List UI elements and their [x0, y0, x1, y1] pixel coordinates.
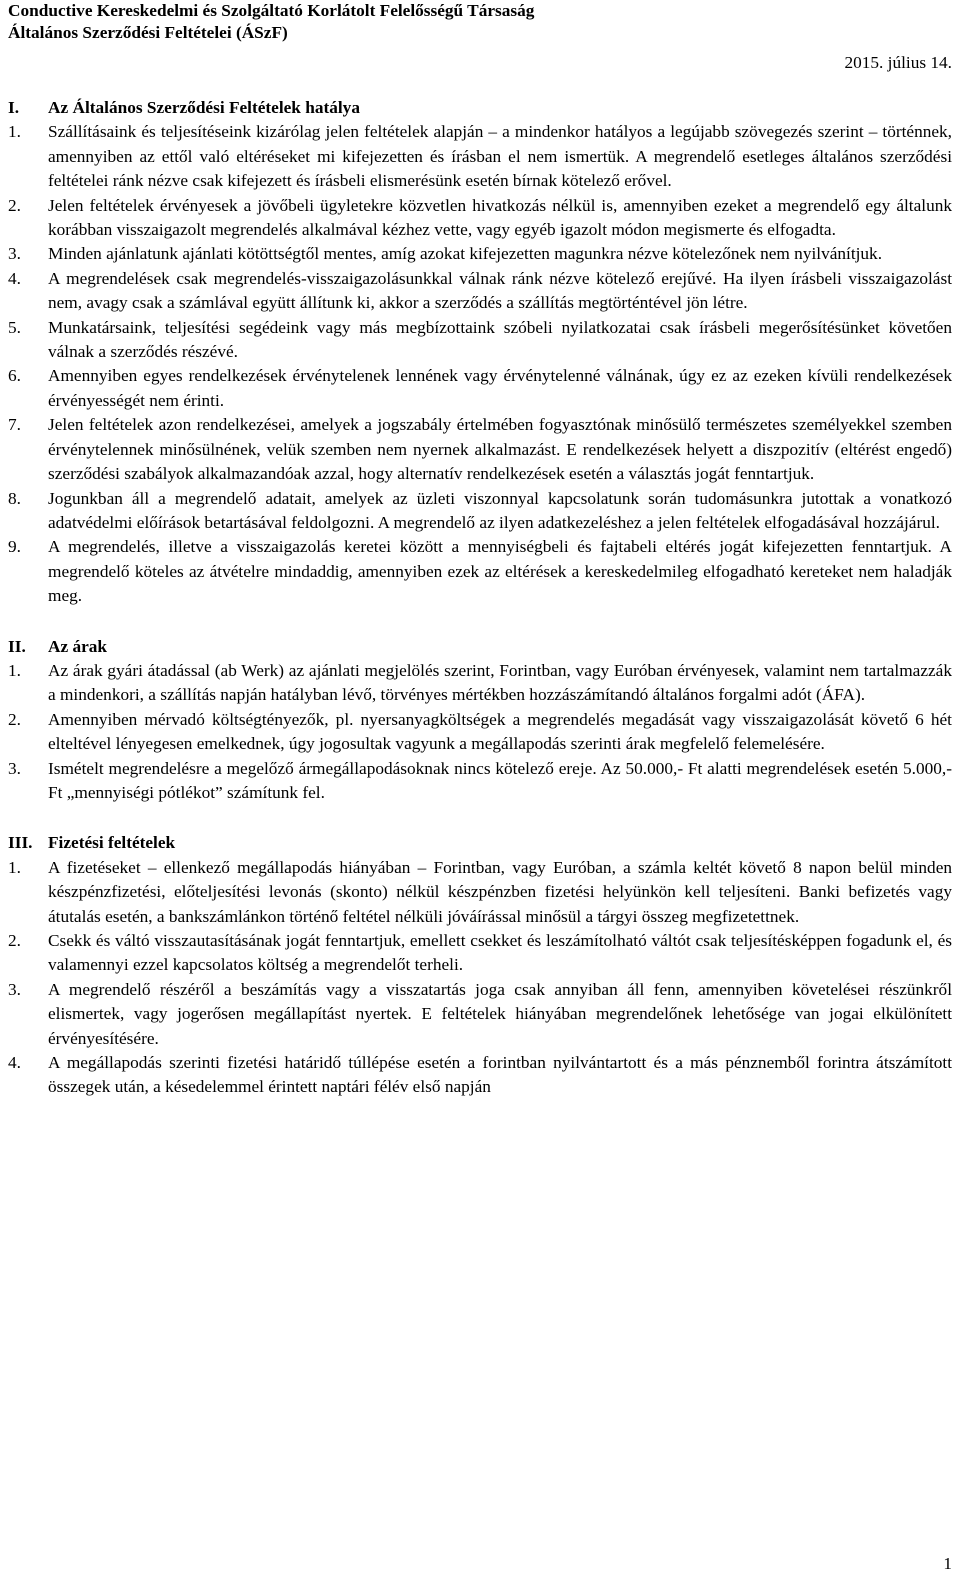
clause-text: Csekk és váltó visszautasításának jogát fenntartjuk, emellett csekket és leszámítolható váltót csak teljesítésképpen fogadunk el, és valamennyi ezzel kapcsolatos költség a megrendelőt terheli.	[48, 931, 952, 975]
clause-text: Amennyiben mérvadó költségtényezők, pl. nyersanyagköltségek a megrendelés megadását vagy visszaigazolását követő 6 hét elteltével lényegesen emelkednek, úgy jogosultak vagyunk a megállapodás szerinti árak megfelelő felemelésére.	[48, 709, 952, 754]
clause-list	[8, 120, 952, 608]
document-title: Általános Szerződési Feltételei (ÁSzF)	[8, 23, 288, 42]
clause-text: Az árak gyári átadással (ab Werk) az ajánlati megjelölés szerint, Forintban, vagy Euróban érvényesek, valamint nem tartalmazzák a mindenkori, a szállítás napján hatályban lévő, törvényes mértékben hozzászámítandó általános forgalmi adót (ÁFA).	[48, 660, 952, 705]
clause-list	[8, 659, 952, 805]
clause-number: 3.	[8, 758, 21, 778]
clause-text: A megállapodás szerinti fizetési határidő túllépése esetén a forintban nyilvántartott és a más pénznemből forintra átszámított összegek után, a késedelemmel érintett naptári félév első napján	[48, 1053, 952, 1097]
clause	[8, 1051, 952, 1100]
clause-number: 1.	[8, 660, 21, 680]
clause-text: A megrendelő részéről a beszámítás vagy a visszatartás joga csak annyiban áll fenn, amennyiben követelései részünkről elismertek, vagy jogerősen megállapítást nyertek. E feltételek hiányában megrendelőnek lehetősége van jogai elkülönített érvényesítésére.	[48, 979, 952, 1048]
clause-text: Szállításaink és teljesítéseink kizárólag jelen feltételek alapján – a mindenkor hatályos a legújabb szövegezés szerint – történnek, amennyiben az ettől való eltéréseket mi kifejezetten és írásban el nem ismertük. A megrendelő esetleges általános szerződési feltételei ránk nézve csak kifejezett és írásbeli elismerésünk esetén bírnak kötelező erővel.	[48, 122, 952, 191]
section-number: II.	[8, 636, 26, 656]
clause-text: Ismételt megrendelésre a megelőző ármegállapodásoknak nincs kötelező ereje. Az 50.000,- Ft alatti megrendelések esetén 5.000,- Ft „mennyiségi pótlékot” számítunk fel.	[48, 758, 952, 802]
document-header	[8, 0, 952, 74]
clause-list	[8, 856, 952, 1100]
section-title: Fizetési feltételek	[48, 833, 176, 853]
clause	[8, 757, 952, 806]
clause-text: A fizetéseket – ellenkező megállapodás hiányában – Forintban, vagy Euróban, a számla keltét követő 8 napon belül minden készpénzfizetési, előteljesítési levonás (skonto) nélkül készpénzben fizetési helyünkön kell teljesíteni. Banki befizetés vagy átutalás esetén, a bankszámlánkon történő feltétel nélküli jóváírással minősül a tárgyi összeg megfizetettnek.	[48, 857, 952, 926]
clause	[8, 659, 952, 708]
clause	[8, 535, 952, 608]
section-number: III.	[8, 833, 33, 853]
clause	[8, 708, 952, 757]
section-heading	[8, 96, 952, 120]
clause-text: Jelen feltételek érvényesek a jövőbeli ügyletekre közvetlen hivatkozás nélkül is, amennyiben ezeket a megrendelő egy általunk korábban visszaigazolt megrendelés alkalmával kézhez vette, vagy egyéb igazolt módon megismerte és elfogadta.	[48, 195, 952, 240]
clause-number: 4.	[8, 268, 21, 288]
clause	[8, 487, 952, 536]
section-title: Az Általános Szerződési Feltételek hatálya	[48, 98, 360, 117]
clause-text: Jogunkban áll a megrendelő adatait, amelyek az üzleti viszonnyal kapcsolatunk során tudomásunkra jutottak a vonatkozó adatvédelmi előírások betartásával feldolgozni. A megrendelő az ilyen adatkezeléshez a jelen feltételek elfogadásával hozzájárul.	[48, 488, 952, 532]
section	[8, 635, 952, 806]
section-heading	[8, 635, 952, 659]
clause	[8, 929, 952, 978]
clause	[8, 267, 952, 316]
clause-text: Minden ajánlatunk ajánlati kötöttségtől mentes, amíg azokat kifejezetten magunkra nézve kötelezőnek nem nyilvánítjuk.	[48, 244, 883, 264]
clause-text: Jelen feltételek azon rendelkezései, amelyek a jogszabály értelmében fogyasztónak minősülő természetes személyekkel szemben érvénytelennek minősülnének, velük szemben nem nyernek alkalmazást. E rendelkezések helyett a diszpozitív (eltérést engedő) szerződési szabályok alkalmazandóak azzal, hogy alternatív rendelkezések esetén a választás jogát fenntartjuk.	[48, 415, 952, 484]
clause-text: A megrendelés, illetve a visszaigazolás keretei között a mennyiségbeli és fajtabeli eltérés jogát kifejezetten fenntartjuk. A megrendelő köteles az átvételre mindaddig, amennyiben ezek az eltérések a kereskedelmileg elfogadható kereteket nem haladják meg.	[48, 537, 952, 606]
clause-number: 3.	[8, 244, 21, 264]
clause-number: 2.	[8, 195, 21, 215]
clause-number: 9.	[8, 537, 21, 557]
clause-text: Munkatársaink, teljesítési segédeink vagy más megbízottaink szóbeli nyilatkozatai csak írásbeli megerősítésünket követően válnak a szerződés részévé.	[48, 317, 952, 362]
page-number: 1	[943, 1554, 952, 1573]
section-number: I.	[8, 98, 20, 117]
clause	[8, 316, 952, 365]
section	[8, 831, 952, 1099]
clause-text: Amennyiben egyes rendelkezések érvénytelenek lennének vagy érvénytelenné válnának, úgy ez az ezeken kívüli rendelkezések érvényességét nem érinti.	[48, 366, 952, 410]
clause-number: 1.	[8, 122, 21, 142]
clause-number: 2.	[8, 931, 21, 950]
clause-number: 2.	[8, 709, 21, 729]
clause-number: 6.	[8, 366, 21, 386]
clause	[8, 856, 952, 929]
document-body	[8, 96, 952, 1100]
clause-number: 5.	[8, 317, 21, 337]
section-title: Az árak	[48, 636, 108, 656]
clause	[8, 364, 952, 413]
clause	[8, 978, 952, 1051]
clause-number: 8.	[8, 488, 21, 508]
clause	[8, 242, 952, 266]
clause-number: 3.	[8, 979, 21, 999]
document-date: 2015. július 14.	[844, 53, 952, 72]
clause	[8, 413, 952, 486]
clause-number: 4.	[8, 1053, 21, 1073]
clause-number: 1.	[8, 857, 21, 877]
clause-text: A megrendelések csak megrendelés-visszaigazolásunkkal válnak ránk nézve kötelező erejűvé. Ha ilyen írásbeli visszaigazolást nem, avagy csak a számlával együtt állítunk ki, akkor a szerződés a szállítás megtörténtével jön létre.	[48, 268, 952, 313]
company-name: Conductive Kereskedelmi és Szolgáltató Korlátolt Felelősségű Társaság	[8, 1, 535, 20]
section	[8, 96, 952, 609]
clause	[8, 194, 952, 243]
clause	[8, 120, 952, 193]
clause-number: 7.	[8, 415, 21, 435]
section-heading	[8, 831, 952, 855]
